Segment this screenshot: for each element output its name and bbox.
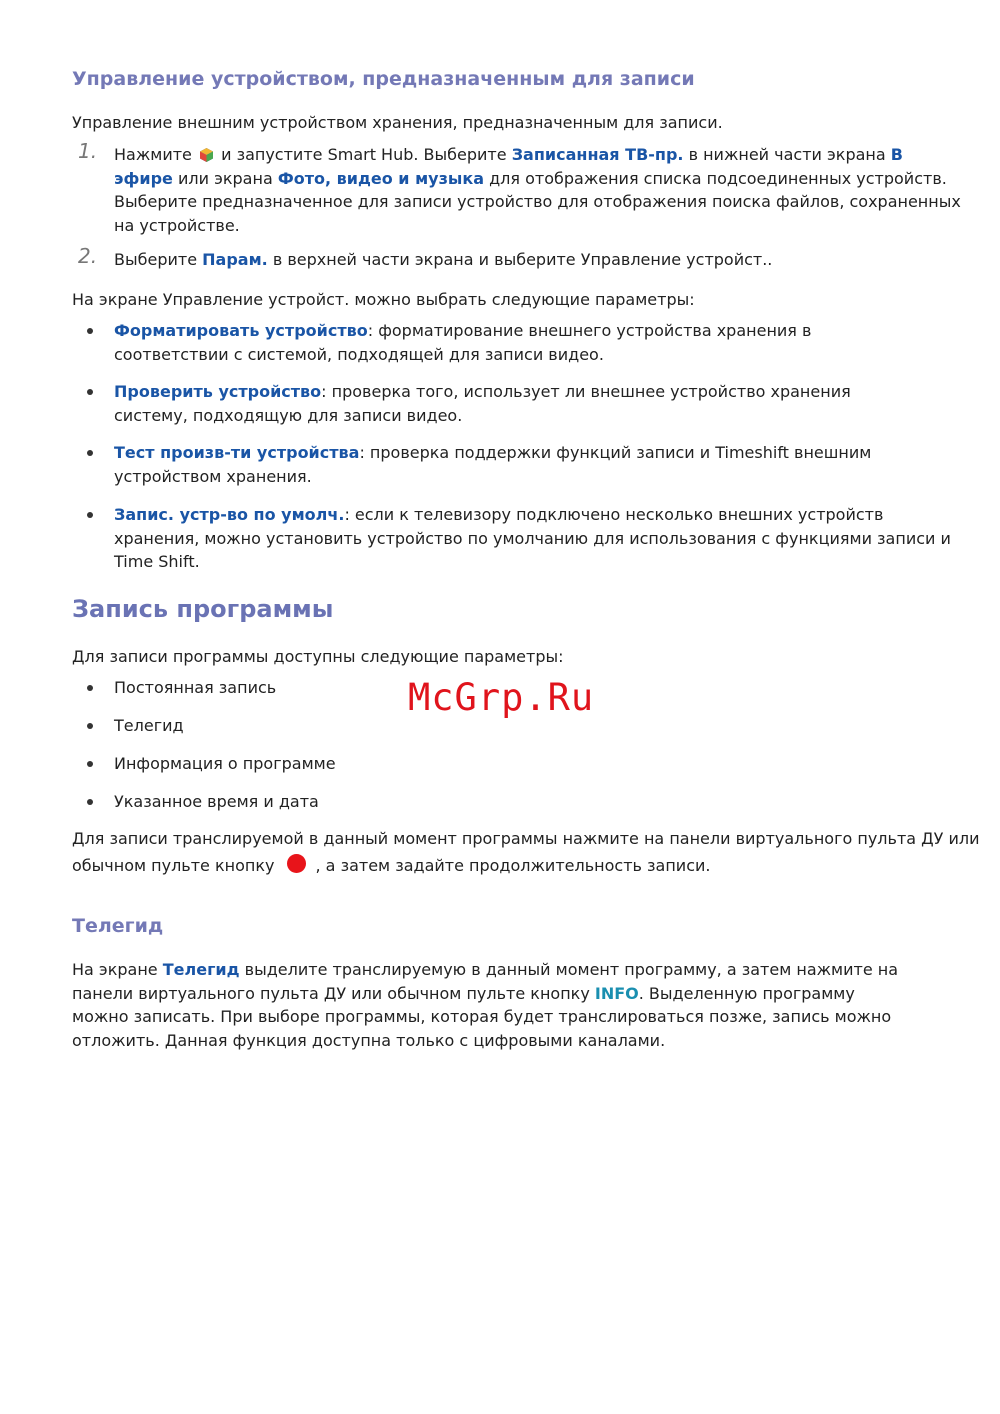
list-item-label: Постоянная запись xyxy=(114,678,277,697)
menu-item-photos-videos-music: Фото, видео и музыка xyxy=(277,168,484,188)
menu-item-recorded-tv: Записанная ТВ-пр. xyxy=(511,145,684,164)
menu-item-guide: Телегид xyxy=(162,960,240,979)
option-check-device xyxy=(72,380,924,427)
option-description: : проверка того, использует ли внешнее устройство хранения систему, подходящую для записи видео. xyxy=(114,382,851,425)
step-text-part: для отображения списка подсоединенных устройств. Выберите предназначенное для записи устройство для отображения поиска файлов, сохраненных на устройстве. xyxy=(114,168,961,235)
bullet-icon xyxy=(87,685,93,691)
option-term: Проверить устройство xyxy=(114,382,322,401)
list-item xyxy=(72,714,184,738)
record-note-line-2 xyxy=(72,854,710,878)
option-term: Форматировать устройство xyxy=(114,321,368,340)
list-item-label: Информация о программе xyxy=(114,754,336,773)
step-number: 1. xyxy=(78,139,98,163)
bullet-icon xyxy=(87,450,93,456)
step-1 xyxy=(72,139,964,237)
list-item-label: Указанное время и дата xyxy=(114,792,319,811)
step-text-part: Нажмите xyxy=(114,145,192,164)
bullet-icon xyxy=(87,328,93,334)
step-text-part: в верхней части экрана и выберите Управление устройст.. xyxy=(272,250,773,269)
watermark: McGrp.Ru xyxy=(408,676,595,719)
guide-text: . Выделенную программу можно записать. При выборе программы, которая будет транслироваться позже, запись можно отложить. Данная функция доступна только с цифровыми каналами. xyxy=(72,983,892,1050)
option-performance-test xyxy=(72,441,964,488)
bullet-icon xyxy=(87,723,93,729)
option-description: : проверка поддержки функций записи и Timeshift внешним устройством хранения. xyxy=(114,443,872,486)
record-note-text: , а затем задайте продолжительность записи. xyxy=(315,856,711,875)
step-text xyxy=(114,143,964,237)
bullet-icon xyxy=(87,761,93,767)
list-item xyxy=(72,676,276,700)
section-title-record-program: Запись программы xyxy=(72,595,334,623)
step-text-part: в нижней части экрана xyxy=(688,145,886,164)
bullet-icon xyxy=(87,799,93,805)
list-item xyxy=(72,790,319,814)
list-item-label: Телегид xyxy=(114,716,184,735)
smart-hub-icon xyxy=(199,147,214,163)
record-note-text: обычном пульте кнопку xyxy=(72,856,275,875)
bullet-icon xyxy=(87,512,93,518)
guide-text: выделите транслируемую в данный момент программу, а затем нажмите на панели виртуального пульта ДУ или обычном пульте кнопку xyxy=(72,960,899,1003)
info-button-label: INFO xyxy=(594,983,639,1003)
step-text xyxy=(114,248,964,272)
record-intro: Для записи программы доступны следующие параметры: xyxy=(72,647,564,666)
record-button-icon xyxy=(287,854,306,873)
guide-paragraph xyxy=(72,958,912,1052)
section-title-guide: Телегид xyxy=(72,915,164,937)
menu-item-on-air: В эфире xyxy=(114,145,903,188)
guide-text: На экране xyxy=(72,960,158,979)
step-2 xyxy=(72,244,964,272)
list-item xyxy=(72,752,336,776)
menu-item-settings: Парам. xyxy=(202,250,268,269)
step-number: 2. xyxy=(78,244,98,268)
step-text-part: и запустите Smart Hub. Выберите xyxy=(221,145,507,164)
options-intro: На экране Управление устройст. можно выбрать следующие параметры: xyxy=(72,290,695,309)
section-intro: Управление внешним устройством хранения, предназначенным для записи. xyxy=(72,113,723,132)
step-text-part: Выберите xyxy=(114,250,198,269)
option-description: : форматирование внешнего устройства хранения в соответствии с системой, подходящей для записи видео. xyxy=(114,321,812,364)
option-term: Тест произв-ти устройства xyxy=(114,443,360,462)
option-description: : если к телевизору подключено несколько внешних устройств хранения, можно установить устройство по умолчанию для использования с функциями записи и Time Shift. xyxy=(114,505,951,571)
section-title-device-management: Управление устройством, предназначенным для записи xyxy=(72,68,695,90)
record-note-line-1: Для записи транслируемой в данный момент программы нажмите на панели виртуального пульта ДУ или xyxy=(72,829,980,848)
option-term: Запис. устр-во по умолч. xyxy=(114,505,345,524)
option-default-device xyxy=(72,503,964,574)
option-format-device xyxy=(72,319,924,366)
step-text-part: или экрана xyxy=(177,168,273,188)
bullet-icon xyxy=(87,389,93,395)
